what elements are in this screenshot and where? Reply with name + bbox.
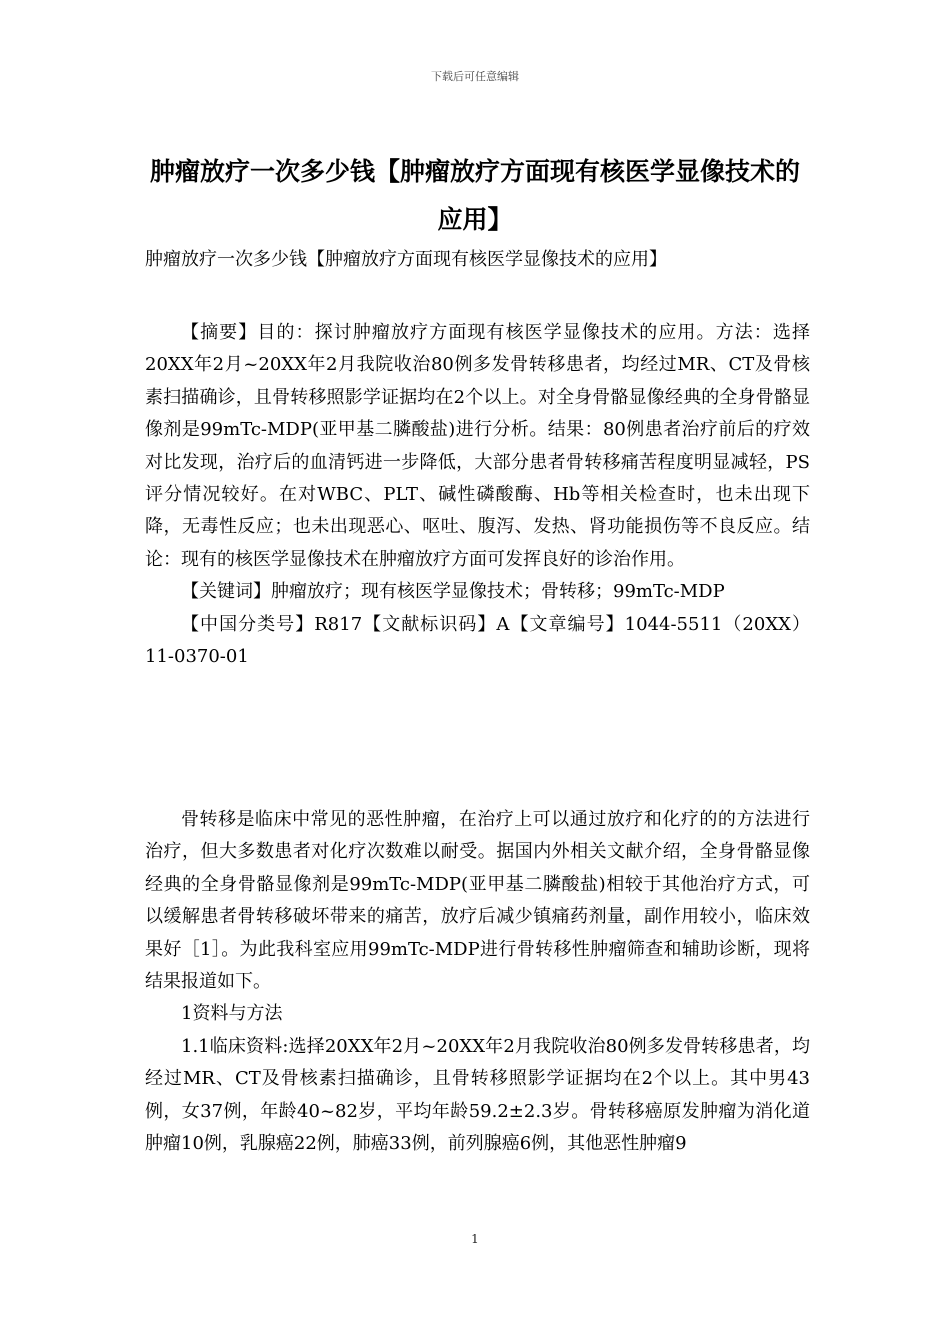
main-body (145, 804, 810, 1160)
page-number: 1 (471, 1232, 479, 1246)
keywords-paragraph: 【关键词】肿瘤放疗；现有核医学显像技术；骨转移；99mTc-MDP (181, 581, 725, 603)
page-header-note: 下载后可任意编辑 (431, 70, 519, 83)
document-subtitle (145, 244, 810, 276)
abstract-paragraph: 【摘要】目的：探讨肿瘤放疗方面现有核医学显像技术的应用。方法：选择20XX年2月~20XX年2月我院收治80例多发骨转移患者，均经过MR、CT及骨核素扫描确诊，且骨转移照影学证据均在2个以上。对全身骨骼显像经典的全身骨骼显像剂是99mTc-MDP(亚甲基二膦酸盐)进行分析。结果：80例患者治疗前后的疗效对比发现，治疗后的血清钙进一步降低，大部分患者骨转移痛苦程度明显减轻，PS评分情况较好。在对WBC、PLT、碱性磷酸酶、Hb等相关检查时，也未出现下降，无毒性反应；也未出现恶心、呕吐、腹泻、发热、肾功能损伤等不良反应。结论：现有的核医学显像技术在肿瘤放疗方面可发挥良好的诊治作用。 (145, 322, 810, 570)
document-title: 肿瘤放疗一次多少钱【肿瘤放疗方面现有核医学显像技术的应用】 (149, 157, 800, 234)
abstract-block (145, 317, 810, 673)
classification-paragraph: 【中国分类号】R817【文献标识码】A【文章编号】1044-5511（20XX）11-0370-01 (145, 613, 810, 668)
section-heading: 1资料与方法 (181, 1003, 283, 1025)
subtitle-text: 肿瘤放疗一次多少钱【肿瘤放疗方面现有核医学显像技术的应用】 (145, 249, 667, 270)
intro-paragraph: 骨转移是临床中常见的恶性肿瘤，在治疗上可以通过放疗和化疗的的方法进行治疗，但大多数患者对化疗次数难以耐受。据国内外相关文献介绍，全身骨骼显像经典的全身骨骼显像剂是99mTc-MDP(亚甲基二膦酸盐)相较于其他治疗方式，可以缓解患者骨转移破坏带来的痛苦，放疗后减少镇痛药剂量，副作用较小，临床效果好［1］。为此我科室应用99mTc-MDP进行骨转移性肿瘤筛查和辅助诊断，现将结果报道如下。 (145, 809, 810, 993)
section-paragraph: 1.1临床资料:选择20XX年2月~20XX年2月我院收治80例多发骨转移患者，均经过MR、CT及骨核素扫描确诊，且骨转移照影学证据均在2个以上。其中男43例，女37例，年龄40~82岁，平均年龄59.2±2.3岁。骨转移癌原发肿瘤为消化道肿瘤10例，乳腺癌22例，肺癌33例，前列腺癌6例，其他恶性肿瘤9 (145, 1035, 810, 1155)
